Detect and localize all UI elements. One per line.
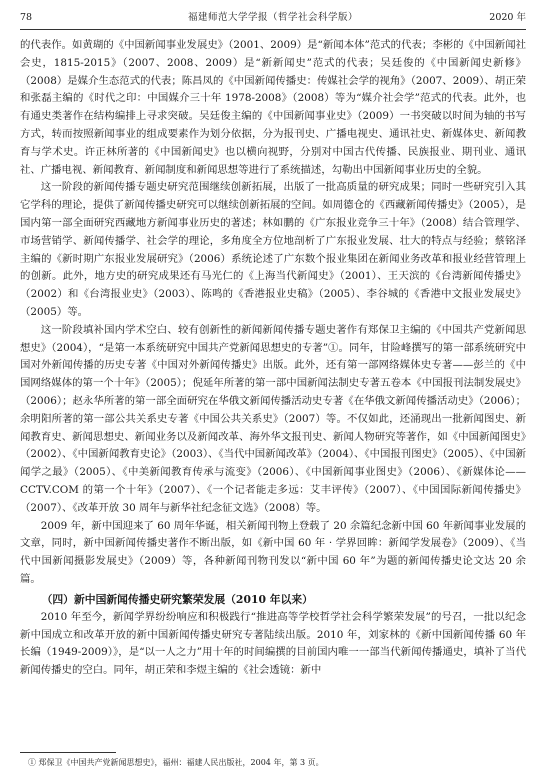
footnote: ① 郑保卫《中国共产党新闻思想史》，福州：福建人民出版社，2004 年，第 3 页。 <box>28 758 324 767</box>
paragraph-2: 这一阶段的新闻传播专题史研究范围继续创新拓展，出版了一批高质量的研究成果；同时一些研究引入其它学科的理论，提供了新闻传播史研究可以继续创新拓展的空间。如周德仓的《西藏新闻传播史》（2005），是国内第一部全面研究西藏地方新闻事业历史的著述；林如鹏的《广东报业竞争三十年》（2008）结合管理学、市场营销学、新闻传播学、社会学的理论，多角度全方位地剖析了广东报业发展、壮大的特点与经验；蔡铭泽主编的《新时期广东报业发展研究》（2006）系统论述了广东数个报业集团在新闻业务改革和报业经营管理上的创新。此外，地方史的研究成果还有马光仁的《上海当代新闻史》（2001）、王天滨的《台湾新闻传播史》（2002）和《台湾报业史》（2003）、陈鸣的《香港报业史稿》（2005）、李谷城的《香港中文报业发展史》（2005）等。 <box>20 181 526 318</box>
paragraph-3: 这一阶段填补国内学术空白、较有创新性的新闻新闻传播专题史著作有郑保卫主编的《中国共产党新闻思想史》（2004），“是第一本系统研究中国共产党新闻思想史的专著”①。同年，甘险峰撰写的第一部系统研究中国对外新闻传播的历史专著《中国对外新闻传播史》出版。此外，还有第一部网络媒体史专著——彭兰的《中国网络媒体的第一个十年》（2005）；倪延年所著的第一部中国新闻法制史专著五卷本《中国报刊法制发展史》（2006）；赵永华所著的第一部全面研究在华俄文新闻传播活动史专著《在华俄文新闻传播活动史》（2006）；余明阳所著的第一部公共关系史专著《中国公共关系史》（2007）等。不仅如此，还涌现出一批新闻图史、新闻教育史、新闻思想史、新闻业务以及新闻改革、海外华文报刊史、新闻人物研究等著作，如《中国新闻图史》（2002）、《中国新闻教育史论》（2003）、《当代中国新闻改革》（2004）、《中国报刊图史》（2005）、《中国新闻学之最》（2005）、《中美新闻教育传承与流变》（2006）、《中国新闻事业图史》（2006）、《新媒体论——CCTV.COM 的第一个十年》（2007）、《一个记者能走多远：艾丰评传》（2007）、《中国国际新闻传播史》（2007）、《改革开放 30 周年与新华社纪念征文选》（2008）等。 <box>20 323 526 514</box>
header-rule <box>20 29 526 30</box>
section-paragraph: 2010 年至今，新闻学界纷纷响应和积极践行“推进高等学校哲学社会科学繁荣发展”的号召，一批以纪念新中国成立和改革开放的新中国新闻传播史研究专著陆续出版。2010 年，刘家林的《新中国新闻传播 60 年长编（1949-2009）》，是“以一人之力”用十年的时间编撰的目前国内唯一一部当代新闻传播通史，填补了当代新闻传播史的空白。同年，胡正荣和李煜主编的《社会透镜：新中 <box>20 610 526 677</box>
journal-year: 2020 年 <box>489 12 526 23</box>
article-body <box>20 37 526 680</box>
section-heading: （四）新中国新闻传播史研究繁荣发展（2010 年以来） <box>41 592 313 606</box>
journal-title: 福建师范大学学报（哲学社会科学版） <box>187 12 358 23</box>
footnote-rule <box>20 752 116 753</box>
running-header <box>20 10 526 26</box>
paragraph-4: 2009 年，新中国迎来了 60 周年华诞，相关新闻刊物上登载了 20 余篇纪念新中国 60 年新闻事业发展的文章，同时，新中国新闻传播史著作不断出版，如《新中国 60 年 · 学界回眸：新闻学发展卷》（2009）、《当代中国新闻摄影发展史》（2009）等，各种新闻刊物刊发以“新中国 60 年”为题的新闻传播史论文达 20 余篇。 <box>20 519 526 585</box>
paragraph-1: 的代表作。如黄瑚的《中国新闻事业发展史》（2001、2009）是“新闻本体”范式的代表；李彬的《中国新闻社会史，1815-2015》（2007、2008、2009）是“新新闻史”范式的代表；吴廷俊的《中国新闻史新修》（2008）是媒介生态范式的代表；陈昌凤的《中国新闻传播史：传媒社会学的视角》（2007、2009）、胡正荣和张磊主编的《时代之印：中国媒介三十年 1978-2008》（2008）等为“媒介社会学”范式的代表。此外，也有通史类著作在结构编排上寻求突破。吴廷俊主编的《中国新闻事业史》（2009）一书突破以时间为轴的书写方式，转而按照新闻事业的组成要素作为划分依据，分为报刊史、广播电视史、通讯社史、新媒体史、新闻教育与学术史。许正林所著的《中国新闻史》也以横向视野，分别对中国古代传播、民族报业、期刊业、通讯社、广播电视、新闻教育、新闻制度和新闻思想等进行了系统描述，勾勒出中国新闻事业历史的全貌。 <box>20 39 526 176</box>
page-number: 78 <box>20 12 33 23</box>
